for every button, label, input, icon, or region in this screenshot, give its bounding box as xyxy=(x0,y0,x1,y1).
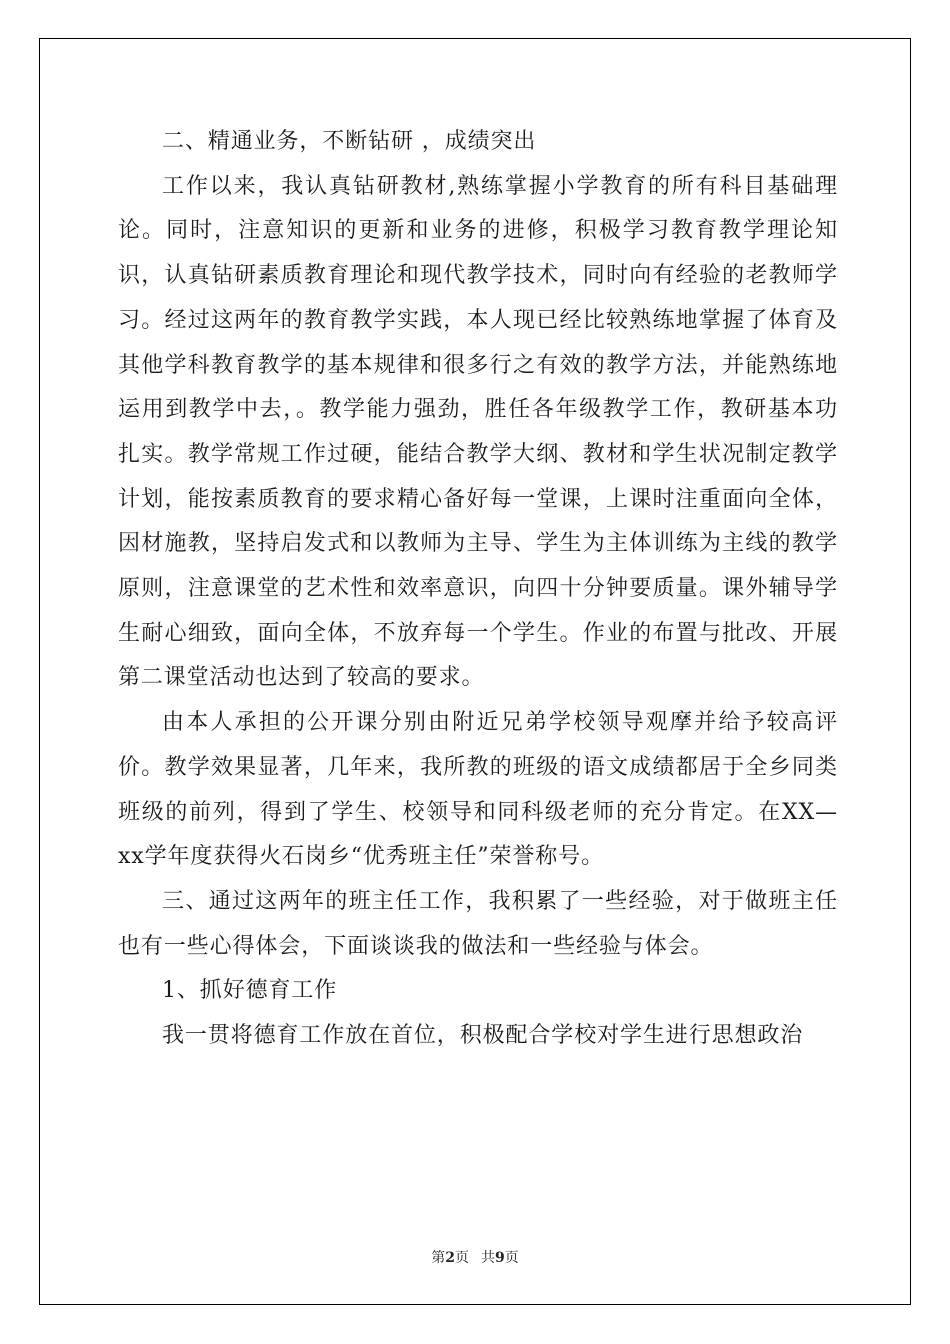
footer-total-suffix: 页 xyxy=(504,1250,519,1266)
footer-page-suffix: 页 xyxy=(455,1250,469,1266)
footer-total-pages: 9 xyxy=(495,1250,505,1266)
footer-page-number: 2 xyxy=(445,1250,455,1266)
page-footer xyxy=(0,1247,950,1267)
footer-page-prefix: 第 xyxy=(431,1250,446,1266)
document-body xyxy=(118,120,838,1059)
paragraph-section-3: 三、通过这两年的班主任工作，我积累了一些经验，对于做班主任也有一些心得体会，下面谈谈我的做法和一些经验与体会。 xyxy=(118,888,838,959)
section-heading-2: 二、精通业务，不断钻研 ，成绩突出 xyxy=(162,129,537,154)
paragraph-work-experience: 工作以来，我认真钻研教材,熟练掌握小学教育的所有科目基础理论。同时，注意知识的更新和业务的进修，积极学习教育教学理论知识，认真钻研素质教育理论和现代教学技术，同时向有经验的老教师学习。经过这两年的教育教学实践，本人现已经比较熟练地掌握了体育及其他学科教育教学的基本规律和很多行之有效的教学方法，并能熟练地运用到教学中去，。教学能力强劲，胜任各年级教学工作，教研基本功扎实。教学常规工作过硬，能结合教学大纲、教材和学生状况制定教学计划，能按素质教育的要求精心备好每一堂课，上课时注重面向全体，因材施教，坚持启发式和以教师为主导、学生为主体训练为主线的教学原则，注意课堂的艺术性和效率意识，向四十分钟要质量。课外辅导学生耐心细致，面向全体，不放弃每一个学生。作业的布置与批改、开展第二课堂活动也达到了较高的要求。 xyxy=(118,173,838,691)
footer-total-prefix: 共 xyxy=(481,1250,495,1266)
paragraph-public-lessons: 由本人承担的公开课分别由附近兄弟学校领导观摩并给予较高评价。教学效果显著，几年来，我所教的班级的语文成绩都居于全乡同类班级的前列，得到了学生、校领导和同科级老师的充分肯定。在XX—xx学年度获得火石岗乡“优秀班主任”荣誉称号。 xyxy=(118,710,838,870)
paragraph-moral-education: 我一贯将德育工作放在首位，积极配合学校对学生进行思想政治 xyxy=(162,1023,804,1049)
subsection-heading-1: 1、抓好德育工作 xyxy=(162,978,338,1004)
